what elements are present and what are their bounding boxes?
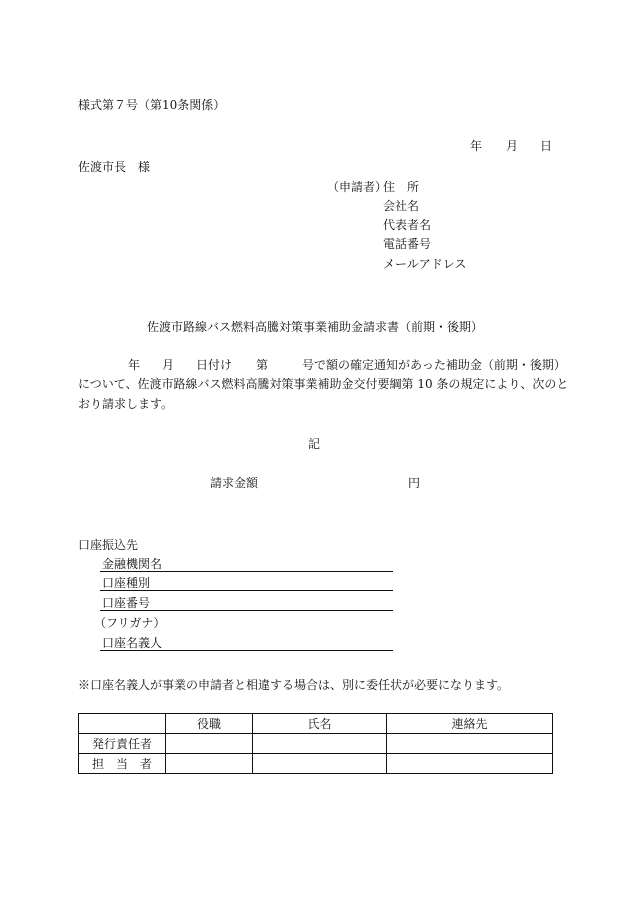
bank-holder-field[interactable] (100, 636, 393, 651)
bank-holder-label: 口座名義人 (102, 636, 163, 650)
row-label-issuer: 発行責任者 (79, 734, 166, 754)
applicant-phone: 電話番号 (383, 237, 432, 251)
table-row (79, 754, 553, 774)
amount-label: 請求金額 (210, 476, 259, 490)
bank-account-number-label: 口座番号 (102, 596, 151, 610)
bank-account-type-field[interactable] (100, 576, 393, 591)
body-year: 年 (128, 358, 141, 372)
date-day: 日 (540, 139, 553, 153)
issuer-name-cell[interactable] (253, 734, 387, 754)
body-day: 日付け (196, 358, 233, 372)
body-line1-rest: 号で額の確定通知があった補助金（前期・後期） (302, 358, 566, 372)
bank-account-number-field[interactable] (100, 596, 393, 611)
applicant-address: 住 所 (383, 180, 420, 194)
table-row (79, 734, 553, 754)
body-line2: について、佐渡市路線バス燃料高騰対策事業補助金交付要綱第 10 条の規定により、次のと (78, 377, 569, 391)
header-position: 役職 (166, 714, 253, 734)
date-month: 月 (506, 139, 519, 153)
staff-name-cell[interactable] (253, 754, 387, 774)
row-label-staff: 担 当 者 (79, 754, 166, 774)
bank-institution-label: 金融機関名 (102, 557, 163, 571)
body-number-prefix: 第 (256, 358, 269, 372)
bank-institution-field[interactable] (100, 557, 393, 572)
form-number: 様式第７号（第10条関係） (78, 98, 226, 112)
bank-account-type-label: 口座種別 (102, 576, 151, 590)
applicant-email: メールアドレス (383, 257, 467, 271)
contact-table (78, 713, 553, 774)
date-year: 年 (470, 139, 483, 153)
bank-heading: 口座振込先 (78, 538, 139, 552)
document-title: 佐渡市路線バス燃料高騰対策事業補助金請求書（前期・後期） (147, 320, 484, 334)
amount-unit: 円 (408, 476, 421, 490)
header-name: 氏名 (253, 714, 387, 734)
applicant-company: 会社名 (383, 199, 420, 213)
contact-table-header (79, 714, 553, 734)
body-month: 月 (162, 358, 175, 372)
applicant-representative: 代表者名 (383, 218, 432, 232)
applicant-label: （申請者） (327, 180, 388, 194)
ki-heading: 記 (308, 437, 321, 451)
issuer-contact-cell[interactable] (387, 734, 553, 754)
header-contact: 連絡先 (387, 714, 553, 734)
issuer-position-cell[interactable] (166, 734, 253, 754)
addressee: 佐渡市長 様 (78, 160, 151, 174)
bank-furigana-label: （フリガナ） (94, 616, 166, 630)
note: ※口座名義人が事業の申請者と相違する場合は、別に委任状が必要になります。 (78, 678, 510, 692)
staff-position-cell[interactable] (166, 754, 253, 774)
body-line3: おり請求します。 (78, 397, 174, 411)
header-blank (79, 714, 166, 734)
staff-contact-cell[interactable] (387, 754, 553, 774)
